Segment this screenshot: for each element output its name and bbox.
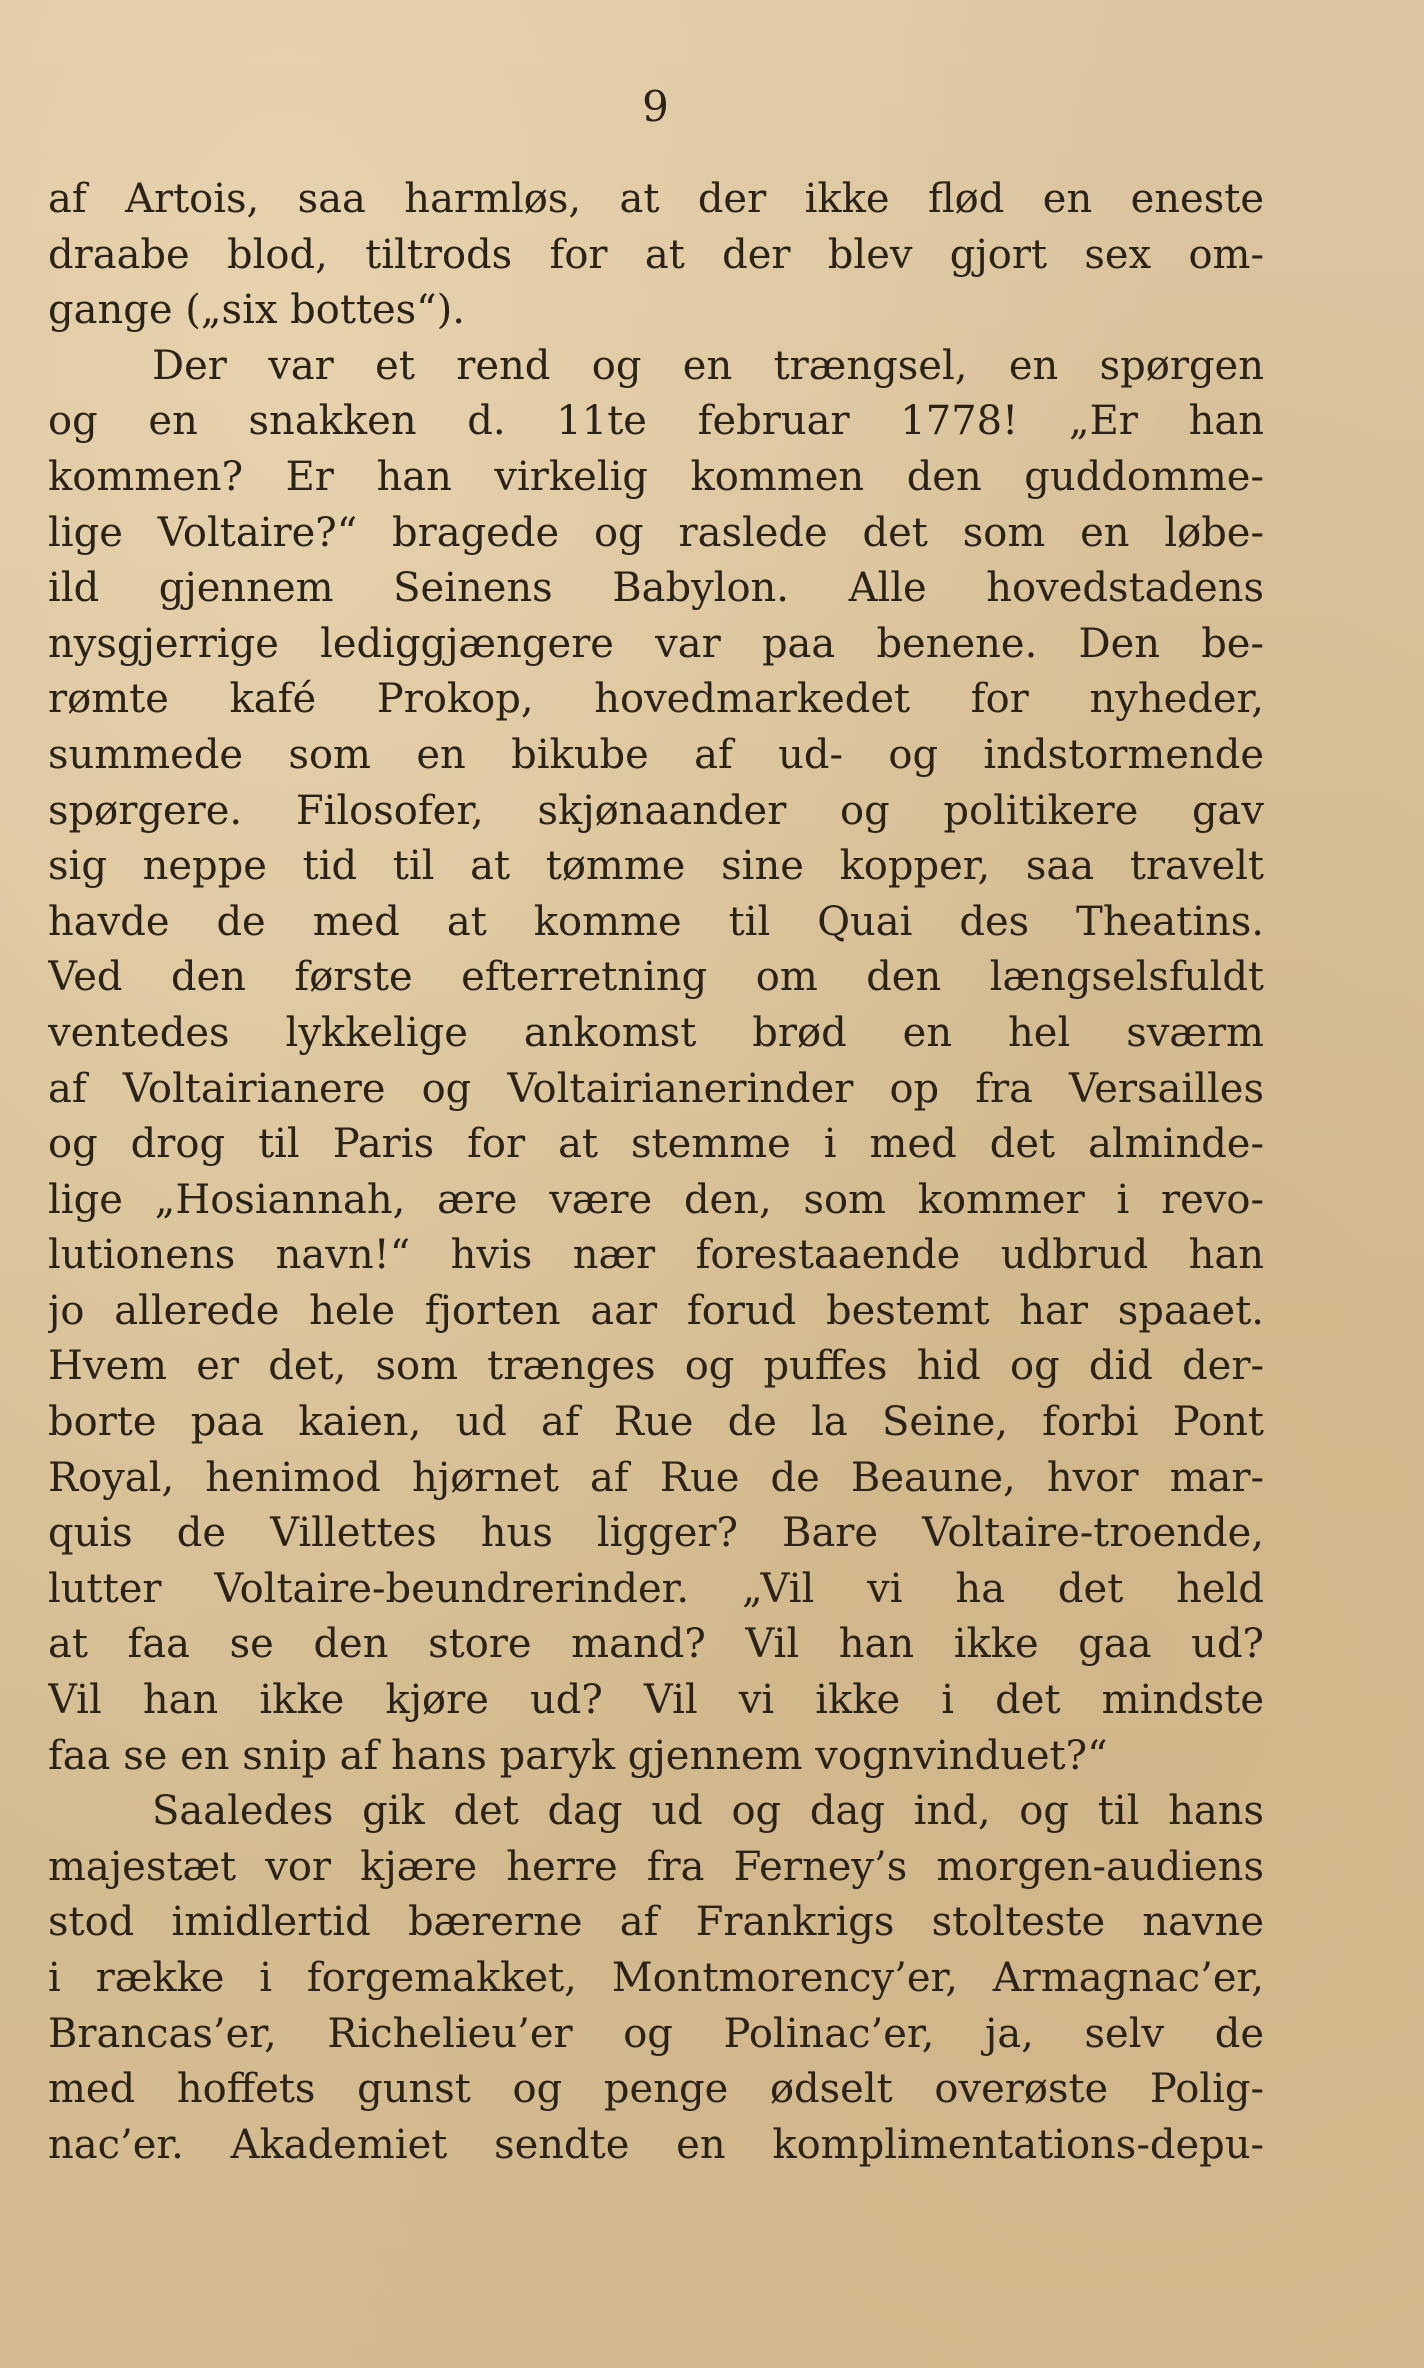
text-line: sig neppe tid til at tømme sine kopper, saa travelt bbox=[48, 843, 1264, 890]
text-line: med hoffets gunst og penge ødselt overøste Polig- bbox=[48, 2066, 1264, 2113]
text-line: af Voltairianere og Voltairianerinder op fra Versailles bbox=[48, 1065, 1264, 1112]
text-line: rømte kafé Prokop, hovedmarkedet for nyheder, bbox=[48, 676, 1264, 723]
text-line: af Artois, saa harmløs, at der ikke flød en eneste bbox=[48, 176, 1264, 222]
text-line: quis de Villettes hus ligger? Bare Voltaire-troende, bbox=[48, 1510, 1264, 1557]
text-line: lige Voltaire?“ bragede og raslede det som en løbe- bbox=[48, 509, 1264, 556]
text-line: lutter Voltaire-beundrerinder. „Vil vi ha det held bbox=[48, 1565, 1264, 1612]
text-line: jo allerede hele fjorten aar forud bestemt har spaaet. bbox=[48, 1287, 1264, 1334]
text-line: faa se en snip af hans paryk gjennem vognvinduet?“ bbox=[48, 1732, 1108, 1779]
text-line: lutionens navn!“ hvis nær forestaaende udbrud han bbox=[48, 1232, 1264, 1279]
text-line: majestæt vor kjære herre fra Ferney’s morgen-audiens bbox=[48, 1843, 1264, 1890]
text-line: Der var et rend og en trængsel, en spørgen bbox=[152, 342, 1264, 389]
text-line: ild gjennem Seinens Babylon. Alle hovedstadens bbox=[48, 565, 1264, 612]
text-line: Royal, henimod hjørnet af Rue de Beaune, hvor mar- bbox=[48, 1454, 1264, 1501]
text-line: kommen? Er han virkelig kommen den guddomme- bbox=[48, 453, 1264, 500]
text-line: og en snakken d. 11te februar 1778! „Er han bbox=[48, 398, 1264, 445]
text-line: stod imidlertid bærerne af Frankrigs stolteste navne bbox=[48, 1899, 1264, 1946]
text-line: i række i forgemakket, Montmorency’er, Armagnac’er, bbox=[48, 1955, 1264, 2001]
text-line: gange („six bottes“). bbox=[48, 287, 465, 334]
text-line: ventedes lykkelige ankomst brød en hel sværm bbox=[48, 1009, 1264, 1056]
text-line: Hvem er det, som trænges og puffes hid og did der- bbox=[48, 1343, 1264, 1390]
text-line: draabe blod, tiltrods for at der blev gjort sex om- bbox=[48, 231, 1264, 278]
text-line: og drog til Paris for at stemme i med det alminde- bbox=[48, 1121, 1264, 1168]
body-text bbox=[48, 172, 1264, 2173]
text-line: nac’er. Akademiet sendte en komplimentations-depu- bbox=[48, 2121, 1264, 2168]
page-number: 9 bbox=[642, 82, 670, 131]
text-line: Brancas’er, Richelieu’er og Polinac’er, ja, selv de bbox=[48, 2010, 1264, 2057]
text-line: nysgjerrige lediggjængere var paa benene. Den be- bbox=[48, 620, 1264, 667]
text-line: havde de med at komme til Quai des Theatins. bbox=[48, 898, 1264, 945]
text-line: Ved den første efterretning om den længselsfuldt bbox=[48, 954, 1264, 1001]
text-line: borte paa kaien, ud af Rue de la Seine, forbi Pont bbox=[48, 1399, 1264, 1446]
text-line: Saaledes gik det dag ud og dag ind, og til hans bbox=[152, 1788, 1264, 1835]
text-line: lige „Hosiannah, ære være den, som kommer i revo- bbox=[48, 1176, 1264, 1223]
text-line: summede som en bikube af ud- og indstormende bbox=[48, 731, 1264, 778]
text-line: spørgere. Filosofer, skjønaander og politikere gav bbox=[48, 787, 1264, 834]
text-line: Vil han ikke kjøre ud? Vil vi ikke i det mindste bbox=[48, 1677, 1264, 1724]
text-line: at faa se den store mand? Vil han ikke gaa ud? bbox=[48, 1621, 1264, 1668]
